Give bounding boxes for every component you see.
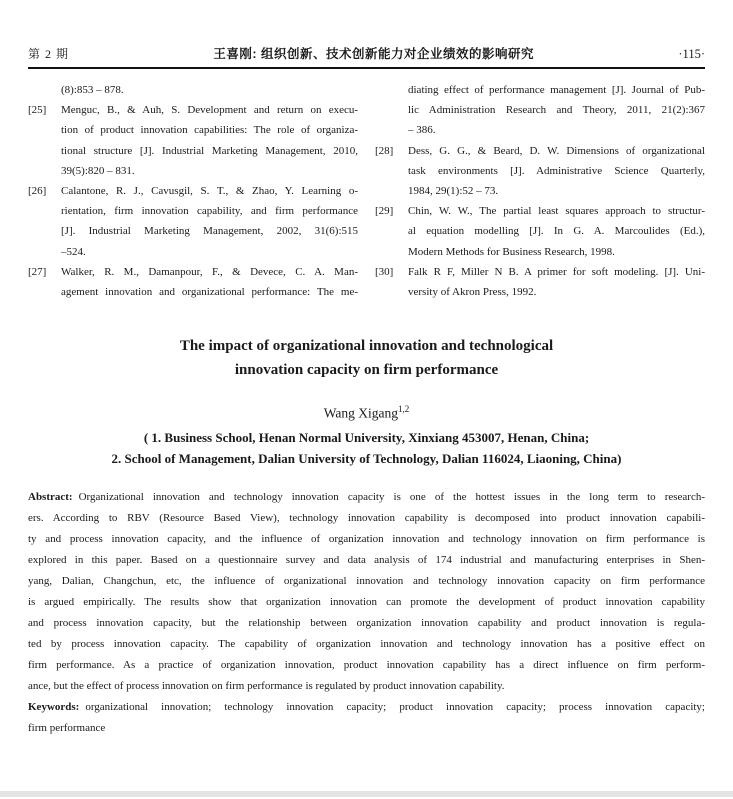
abstract-line: is argued empirically. The results show that organization innovation can promote the development of product innovation capability xyxy=(28,596,705,608)
page-number: ·115· xyxy=(678,47,705,61)
reference-line: Modern Methods for Business Research, 1998. xyxy=(408,245,615,258)
reference-line: Menguc, B., & Auh, S. Development and return on execu- xyxy=(61,104,358,117)
article-title xyxy=(0,334,733,382)
reference-line: Chin, W. W., The partial least squares approach to structur- xyxy=(408,205,705,218)
reference-line: (8):853 – 878. xyxy=(61,84,124,96)
reference-line: 1984, 29(1):52 – 73. xyxy=(408,184,499,197)
reference-label: [30] xyxy=(375,265,394,278)
reference-label xyxy=(375,80,408,141)
abstract-line xyxy=(28,487,705,508)
reference-item-27 xyxy=(28,262,358,302)
affiliations xyxy=(0,428,733,469)
reference-line: tional structure [J]. Industrial Marketing Management, 2010, xyxy=(61,144,358,157)
reference-label: [25] xyxy=(28,104,47,117)
references-section xyxy=(28,80,705,302)
reference-text xyxy=(61,100,358,181)
reference-line: Dess, G. G., & Beard, D. W. Dimensions of organizational xyxy=(408,144,705,157)
author-superscript: 1,2 xyxy=(398,404,410,414)
reference-column-left xyxy=(28,80,358,302)
reference-item-29 xyxy=(375,201,705,262)
reference-line: diating effect of performance management [J]. Journal of Pub- xyxy=(408,84,705,96)
reference-text xyxy=(408,80,705,141)
abstract-label: Abstract: xyxy=(28,491,73,503)
page-header xyxy=(28,44,705,62)
reference-line: agement innovation and organizational performance: The me- xyxy=(61,285,358,298)
affiliation-line-2: 2. School of Management, Dalian University of Technology, Dalian 116024, Liaoning, China) xyxy=(111,450,622,466)
reference-line: versity of Akron Press, 1992. xyxy=(408,285,537,298)
reference-text xyxy=(61,181,358,262)
reference-line: Walker, R. M., Damanpour, F., & Devece, C. A. Man- xyxy=(61,265,358,278)
reference-line: Calantone, R. J., Cavusgil, S. T., & Zhao, Y. Learning o- xyxy=(61,184,358,197)
reference-item-30 xyxy=(375,262,705,302)
abstract-line: and process innovation capacity, but the relationship between organization innovation capability and product innovation is regula- xyxy=(28,617,705,629)
reference-line: 39(5):820 – 831. xyxy=(61,164,135,177)
reference-line: task environments [J]. Administrative Science Quarterly, xyxy=(408,164,705,177)
reference-text xyxy=(408,262,705,302)
affiliation-line-1: ( 1. Business School, Henan Normal University, Xinxiang 453007, Henan, China; xyxy=(143,430,590,445)
reference-text xyxy=(61,80,358,100)
keywords-line xyxy=(28,697,705,718)
abstract-line: ty and process innovation capacity, and the influence of organization innovation and technology innovation on firm performance is xyxy=(28,533,705,545)
reference-line: al equation modelling [J]. In G. A. Marcoulides (Ed.), xyxy=(408,225,705,238)
keywords-label: Keywords: xyxy=(28,701,80,713)
abstract-section xyxy=(28,487,705,739)
reference-line: rientation, firm innovation capability, and firm performance xyxy=(61,205,358,218)
reference-line: – 386. xyxy=(408,124,436,137)
reference-text xyxy=(408,201,705,262)
abstract-line: ance, but the effect of process innovation on firm performance is regulated by product innovation capability. xyxy=(28,680,505,692)
title-line-1: The impact of organizational innovation and technological xyxy=(179,338,554,354)
reference-label: [28] xyxy=(375,144,394,157)
header-rule xyxy=(28,67,705,69)
reference-item-continuation xyxy=(375,80,705,141)
reference-line: tion of product innovation capabilities: The role of organiza- xyxy=(61,124,358,137)
abstract-line: ers. According to RBV (Resource Based View), technology innovation capability is decomposed into product innovation capabili- xyxy=(28,512,705,524)
keywords-text: organizational innovation; technology innovation capacity; product innovation capacity; process innovation capacity; xyxy=(85,701,705,713)
issue-number: 第 2 期 xyxy=(28,47,70,61)
reference-line: lic Administration Research and Theory, 2011, 21(2):367 xyxy=(408,104,705,117)
reference-item-continuation xyxy=(28,80,358,100)
running-title: 王喜刚: 组织创新、技术创新能力对企业绩效的影响研究 xyxy=(213,47,535,61)
reference-label: [29] xyxy=(375,205,394,218)
reference-item-26 xyxy=(28,181,358,262)
title-line-2: innovation capacity on firm performance xyxy=(234,362,499,378)
reference-label: [27] xyxy=(28,265,47,278)
reference-line: –524. xyxy=(61,245,86,258)
reference-line: [J]. Industrial Marketing Management, 2002, 31(6):515 xyxy=(61,225,358,238)
reference-label xyxy=(28,80,61,100)
abstract-line: firm performance. As a practice of organization innovation, product innovation capability has a direct influence on firm perform- xyxy=(28,659,705,671)
reference-label: [26] xyxy=(28,184,47,197)
abstract-line: explored in this paper. Based on a questionnaire survey and data analysis of 174 industrial and manufacturing enterprises in Shen- xyxy=(28,554,705,566)
abstract-text: Organizational innovation and technology innovation capacity is one of the hottest issues in the long term to research- xyxy=(78,491,705,503)
reference-text xyxy=(61,262,358,302)
reference-line: Falk R F, Miller N B. A primer for soft modeling. [J]. Uni- xyxy=(408,265,705,278)
author-name: Wang Xigang xyxy=(323,405,399,421)
reference-column-right xyxy=(375,80,705,302)
reference-item-25 xyxy=(28,100,358,181)
abstract-line: ted by process innovation capacity. The capability of organization innovation and technology innovation has a positive effect on xyxy=(28,638,705,650)
keywords-line: firm performance xyxy=(28,722,106,734)
page-bottom-edge xyxy=(0,791,733,797)
author-line xyxy=(0,404,733,422)
reference-item-28 xyxy=(375,141,705,202)
reference-text xyxy=(408,141,705,202)
abstract-line: yang, Dalian, Changchun, etc, the influence of organizational innovation and technology innovation capacity on firm performance xyxy=(28,575,705,587)
